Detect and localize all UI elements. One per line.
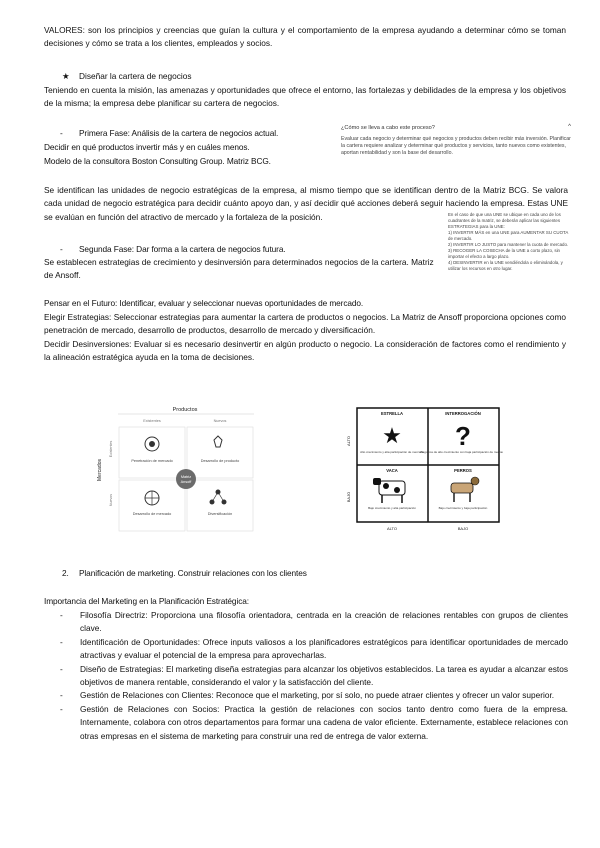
bcg-perros-label: PERROS	[454, 468, 472, 473]
bcg-vaca-label: VACA	[386, 468, 398, 473]
inset-text: Evaluar cada negocio y determinar qué negocios y productos deben recibir más inversión. Planificar la cartera requiere analizar y determinar qué productos y servicios, tanto nuevos como existentes, aportan rentabilidad y son la base del desarrollo.	[341, 136, 571, 156]
cartera-heading: Diseñar la cartera de negocios	[79, 71, 192, 81]
question-mark-icon: ?	[455, 421, 471, 451]
fase2-title: Segunda Fase: Dar forma a la cartera de negocios futura.	[79, 244, 286, 254]
ansoff-row-existentes: Existentes	[109, 440, 113, 458]
pensar-text: Pensar en el Futuro: Identificar, evaluar y seleccionar nuevas oportunidades de mercado.	[44, 298, 364, 308]
valores-paragraph: VALORES: son los principios y creencias que guían la cultura y el comportamiento de la empresa ayudando a determinar cómo se toman decisiones y cómo se trata a los clientes, empleados y socios.	[44, 25, 566, 49]
list-item: - Filosofía Directriz: Proporciona una filosofía orientadora, centrada en la creación de relaciones rentables con grupos de clientes clave.	[60, 609, 568, 636]
bcg-matrix-figure	[343, 405, 503, 535]
importancia-list	[60, 609, 568, 743]
importancia-heading: Importancia del Marketing en la Planificación Estratégica:	[44, 596, 249, 606]
list-item: - Gestión de Relaciones con Clientes: Reconoce que el marketing, por sí solo, no puede atraer clientes y ofrecer un valor superior.	[60, 689, 568, 702]
elegir-paragraph: Elegir Estrategias: Seleccionar estrategias para aumentar la cartera de productos o negocios. La Matriz de Ansoff proporciona opciones como penetración de mercado, desarrollo de productos, desarrollo de mercado y diversificación.	[44, 312, 566, 336]
dash-bullet: -	[60, 128, 63, 138]
ansoff-q1: Penetración de mercado	[131, 459, 173, 463]
bcg-estrella-label: ESTRELLA	[380, 411, 404, 416]
bcg-y-bajo: BAJO	[346, 491, 351, 503]
ansoff-top-label: Productos	[172, 407, 198, 413]
ansoff-q4: Diversificación	[207, 512, 233, 516]
chevron-up-icon: ^	[568, 124, 571, 130]
ansoff-center-line2: Ansoff	[180, 480, 192, 484]
section2-number: 2.	[62, 568, 69, 578]
inset-screenshot-estrategias	[448, 212, 570, 304]
section2-title: Planificación de marketing. Construir relaciones con los clientes	[79, 568, 307, 578]
ansoff-center-line1: Matriz	[180, 475, 192, 479]
ansoff-q2: Desarrollo de producto	[200, 459, 240, 463]
fase1-line2: Decidir en qué productos invertir más y en cuáles menos.	[44, 142, 250, 152]
star-icon: ★	[382, 423, 402, 448]
inset2-line: 2) INVERTIR LO JUSTO para mantener la cuota de mercado.	[448, 242, 569, 247]
bcg-y-alto: ALTO	[346, 435, 351, 447]
fase1-title: Primera Fase: Análisis de la cartera de negocios actual.	[79, 128, 279, 138]
bcg-estrella-desc: Alto crecimiento y alta participación de mercado	[360, 450, 424, 454]
inset2-line: 3) RECOGER LA COSECHA de la UNE a corto plazo, sin importar el efecto a largo plazo.	[448, 248, 561, 259]
decidir-paragraph: Decidir Desinversiones: Evaluar si es necesario desinvertir en algún producto o negocio. La consideración de factores como el rendimiento y la alineación estratégica ayuda en la toma de decisiones.	[44, 339, 566, 363]
inset2-line: 1) INVERTIR MÁS en una UNE para AUMENTAR SU CUOTA de mercado.	[448, 230, 569, 241]
dash-bullet: -	[60, 244, 63, 254]
inset-question: ¿Cómo se lleva a cabo este proceso?	[341, 125, 435, 131]
fase2-text: Se establecen estrategias de crecimiento y desinversión para determinados negocios de la cartera. Matriz de Ansoff.	[44, 257, 434, 281]
ansoff-col-nuevos: Nuevos	[213, 419, 227, 423]
ansoff-q3: Desarrollo de mercado	[132, 512, 172, 516]
inset2-line: 4) DESINVERTIR en la UNE vendiéndola o eliminándola, y utilizar los recursos en otro lugar.	[448, 260, 563, 271]
ansoff-col-existentes: Existentes	[143, 419, 161, 423]
bcg-x-alto: ALTO	[386, 526, 398, 531]
inset2-line: En el caso de que una UNE se ubique en cada uno de los cuadrantes de la matriz, se deberán aplicar las siguientes ESTRATEGIAS para la UNE:	[448, 212, 561, 229]
bcg-interrogacion-desc: Negocios de alto crecimiento con baja participación de mercado	[420, 450, 503, 454]
bcg-vaca-desc: Bajo crecimiento y alta participación	[368, 506, 416, 510]
bcg-interrogacion-label: INTERROGACIÓN	[445, 411, 481, 416]
ansoff-matrix-figure	[88, 402, 260, 532]
inset-screenshot-proceso	[341, 124, 571, 170]
bcg-x-bajo: BAJO	[457, 526, 469, 531]
cartera-intro: Teniendo en cuenta la misión, las amenazas y oportunidades que ofrece el entorno, las fortalezas y debilidades de la empresa y los objetivos de la misma; la empresa debe planificar su cartera de negocios.	[44, 85, 566, 109]
une-text-body: Se identifican las unidades de negocio estratégicas de la empresa, al mismo tiempo que se identifican dentro de la Matriz BCG. Se valora cada unidad de negocio estratégica para decidir cuánto apoyo dan, y así decidir qué acciones deberá seguir haciendo la empresa. Estas UNE se evalúan en función del atractivo de mercado y la fortaleza de la posición.	[44, 185, 568, 222]
bcg-perros-desc: Bajo crecimiento y baja participación	[438, 506, 488, 510]
list-item: - Diseño de Estrategias: El marketing diseña estrategias para alcanzar los objetivos establecidos. La tarea es ayudar a alcanzar estos objetivos de manera rentable, considerando el valor y la satisfacción del cliente.	[60, 663, 568, 690]
list-item: - Identificación de Oportunidades: Ofrece inputs valiosos a los planificadores estratégicos para identificar oportunidades de mercado atractivas y evaluar el potencial de la empresa para aprovecharlas.	[60, 636, 568, 663]
fase1-line3: Modelo de la consultora Boston Consulting Group. Matriz BCG.	[44, 156, 271, 166]
ansoff-side-label: Mercados	[97, 459, 103, 481]
ansoff-row-nuevos: Nuevos	[109, 493, 113, 507]
star-bullet-icon: ★	[62, 71, 70, 81]
list-item: - Gestión de Relaciones con Socios: Practica la gestión de relaciones con socios tanto dentro como fuera de la empresa. Internamente, colabora con otros departamentos para formar una cadena de valor eficiente. Externamente, establece relaciones con otras empresas en el sistema de marketing para construir una red de entrega de valor externa.	[60, 703, 568, 743]
